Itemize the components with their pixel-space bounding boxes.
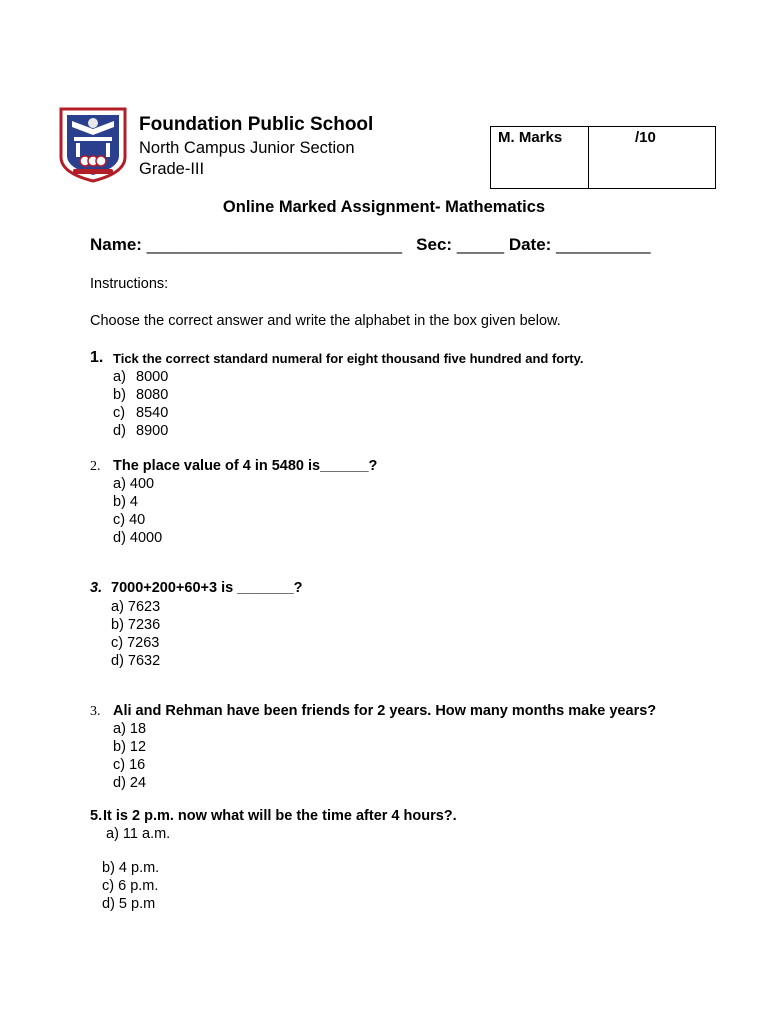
option: b) 4 [113, 494, 138, 510]
option-letter: d) [113, 423, 126, 439]
question-text: Tick the correct standard numeral for eight thousand five hundred and forty. [113, 351, 584, 366]
date-field[interactable]: __________ [556, 235, 651, 254]
question-number: 3. [90, 580, 103, 596]
marks-score-cell [589, 127, 715, 188]
option: d) 24 [113, 775, 147, 791]
option-value: 8900 [136, 423, 169, 439]
option: d) 5 p.m [102, 896, 156, 912]
question-number: 3. [90, 704, 101, 719]
option: c) 6 p.m. [102, 878, 159, 894]
school-name: Foundation Public School [139, 114, 374, 135]
option: c) 40 [113, 512, 146, 528]
option: a) 7623 [111, 599, 161, 615]
option: a) 11 a.m. [106, 826, 171, 842]
question-text: It is 2 p.m. now what will be the time after 4 hours?. [103, 808, 457, 824]
instructions-text: Choose the correct answer and write the alphabet in the box given below. [90, 313, 561, 329]
option: b) 7236 [111, 617, 161, 633]
name-label: Name: [90, 235, 142, 254]
option: d) 4000 [113, 530, 163, 546]
option-value: 8540 [136, 405, 169, 421]
option-letter: c) [113, 405, 126, 421]
question-text: Ali and Rehman have been friends for 2 years. How many months make years? [113, 703, 657, 719]
option-letter: a) [113, 369, 126, 385]
instructions-label: Instructions: [90, 276, 169, 292]
marks-box [490, 126, 716, 189]
option: b) 4 p.m. [102, 860, 160, 876]
question-number: 5. [90, 808, 103, 824]
question-number: 2. [90, 459, 101, 474]
option: d) 7632 [111, 653, 161, 669]
marks-total: /10 [635, 129, 656, 146]
school-crest-logo [58, 107, 128, 183]
option: b) 12 [113, 739, 147, 755]
grade-label: Grade-III [139, 160, 205, 178]
option: a) 18 [113, 721, 147, 737]
name-field[interactable]: ___________________________ [146, 235, 402, 254]
option-letter: b) [113, 387, 126, 403]
option: c) 16 [113, 757, 146, 773]
option-value: 8000 [136, 369, 169, 385]
question-text: 7000+200+60+3 is _______? [111, 580, 303, 596]
sec-field[interactable]: _____ [456, 235, 505, 254]
option: a) 400 [113, 476, 155, 492]
question-text: The place value of 4 in 5480 is______? [113, 458, 378, 474]
sec-label: Sec: [416, 235, 453, 254]
option: c) 7263 [111, 635, 160, 651]
date-label: Date: [508, 235, 552, 254]
marks-label-cell [491, 127, 589, 188]
question-number: 1. [90, 349, 104, 366]
student-info-line [90, 235, 651, 255]
campus-name: North Campus Junior Section [139, 139, 355, 157]
option-value: 8080 [136, 387, 169, 403]
marks-label: M. Marks [498, 129, 563, 146]
assignment-title: Online Marked Assignment- Mathematics [222, 198, 546, 216]
